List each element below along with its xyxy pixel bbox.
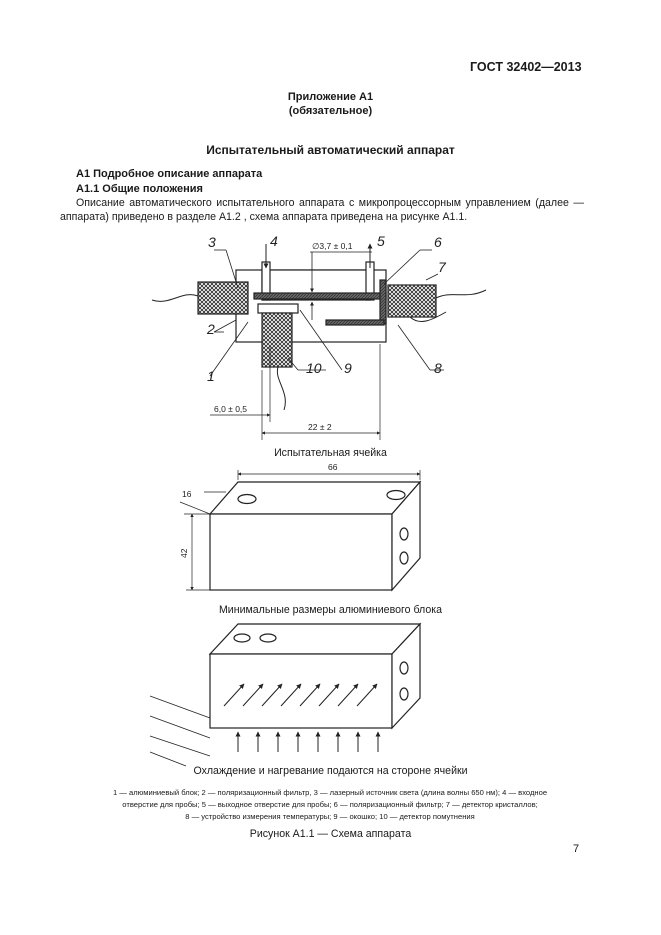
figure3-caption: Охлаждение и нагревание подаются на стороне ячейки	[193, 765, 468, 777]
block-dimensions-diagram	[180, 470, 420, 590]
test-cell-diagram	[152, 244, 486, 440]
figure2-caption: Минимальные размеры алюминиевого блока	[218, 604, 442, 616]
temperature-sensor	[326, 320, 384, 325]
page-number: 7	[573, 843, 580, 855]
label-6: 6	[434, 234, 442, 250]
label-8: 8	[434, 360, 442, 376]
figure1-caption: Испытательная ячейка	[274, 447, 387, 459]
label-2: 2	[207, 321, 215, 337]
dim-left: 6,0 ± 0,5	[214, 404, 248, 414]
label-3: 3	[208, 234, 216, 250]
appendix-title: Приложение А1	[287, 91, 374, 103]
label-9: 9	[344, 360, 352, 376]
dim-hole: ∅3,7 ± 0,1	[312, 241, 353, 251]
main-title: Испытательный автоматический аппарат	[206, 143, 455, 157]
laser-source	[198, 282, 248, 314]
label-7: 7	[438, 259, 446, 275]
label-1: 1	[207, 368, 215, 384]
polarization-filter-right	[380, 280, 386, 324]
legend-line-1: 1 — алюминиевый блок; 2 — поляризационный фильтр, 3 — лазерный источник света (длина волны 650 нм); 4 — входное	[112, 788, 548, 797]
section-a1-heading: А1 Подробное описание аппарата	[76, 168, 263, 180]
figure-caption: Рисунок А1.1 — Схема аппарата	[249, 828, 412, 840]
appendix-subtitle: (обязательное)	[288, 105, 373, 117]
label-5: 5	[377, 233, 385, 249]
legend-line-3: 8 — устройство измерения температуры; 9 — окошко; 10 — детектор помутнения	[185, 812, 475, 821]
block-front-face	[210, 514, 392, 590]
dim-height: 42	[179, 548, 189, 558]
document-code: ГОСТ 32402—2013	[470, 60, 582, 74]
dim-width: 22 ± 2	[308, 422, 332, 432]
label-10: 10	[306, 360, 322, 376]
dim-depth: 16	[182, 489, 192, 499]
window	[258, 304, 298, 313]
section-a1-1-heading: А1.1 Общие положения	[76, 183, 203, 195]
figure-legend	[62, 787, 598, 823]
legend-line-2: отверстие для пробы; 5 — выходное отверстие для пробы; 6 — поляризационный фильтр; 7 — детектор кристаллов;	[122, 800, 538, 809]
dim-length: 66	[328, 462, 338, 472]
crystal-detector	[388, 285, 436, 317]
cooling-heating-diagram	[150, 624, 420, 766]
turbidity-detector	[262, 313, 292, 367]
label-4: 4	[270, 233, 278, 249]
polarization-filter-left	[254, 293, 386, 299]
description-paragraph: Описание автоматического испытательного аппарата с микропроцессорным управлением (далее — аппарата) приведено в разделе А1.2 , схема аппарата приведена на рисунке А1.1.	[60, 197, 584, 223]
